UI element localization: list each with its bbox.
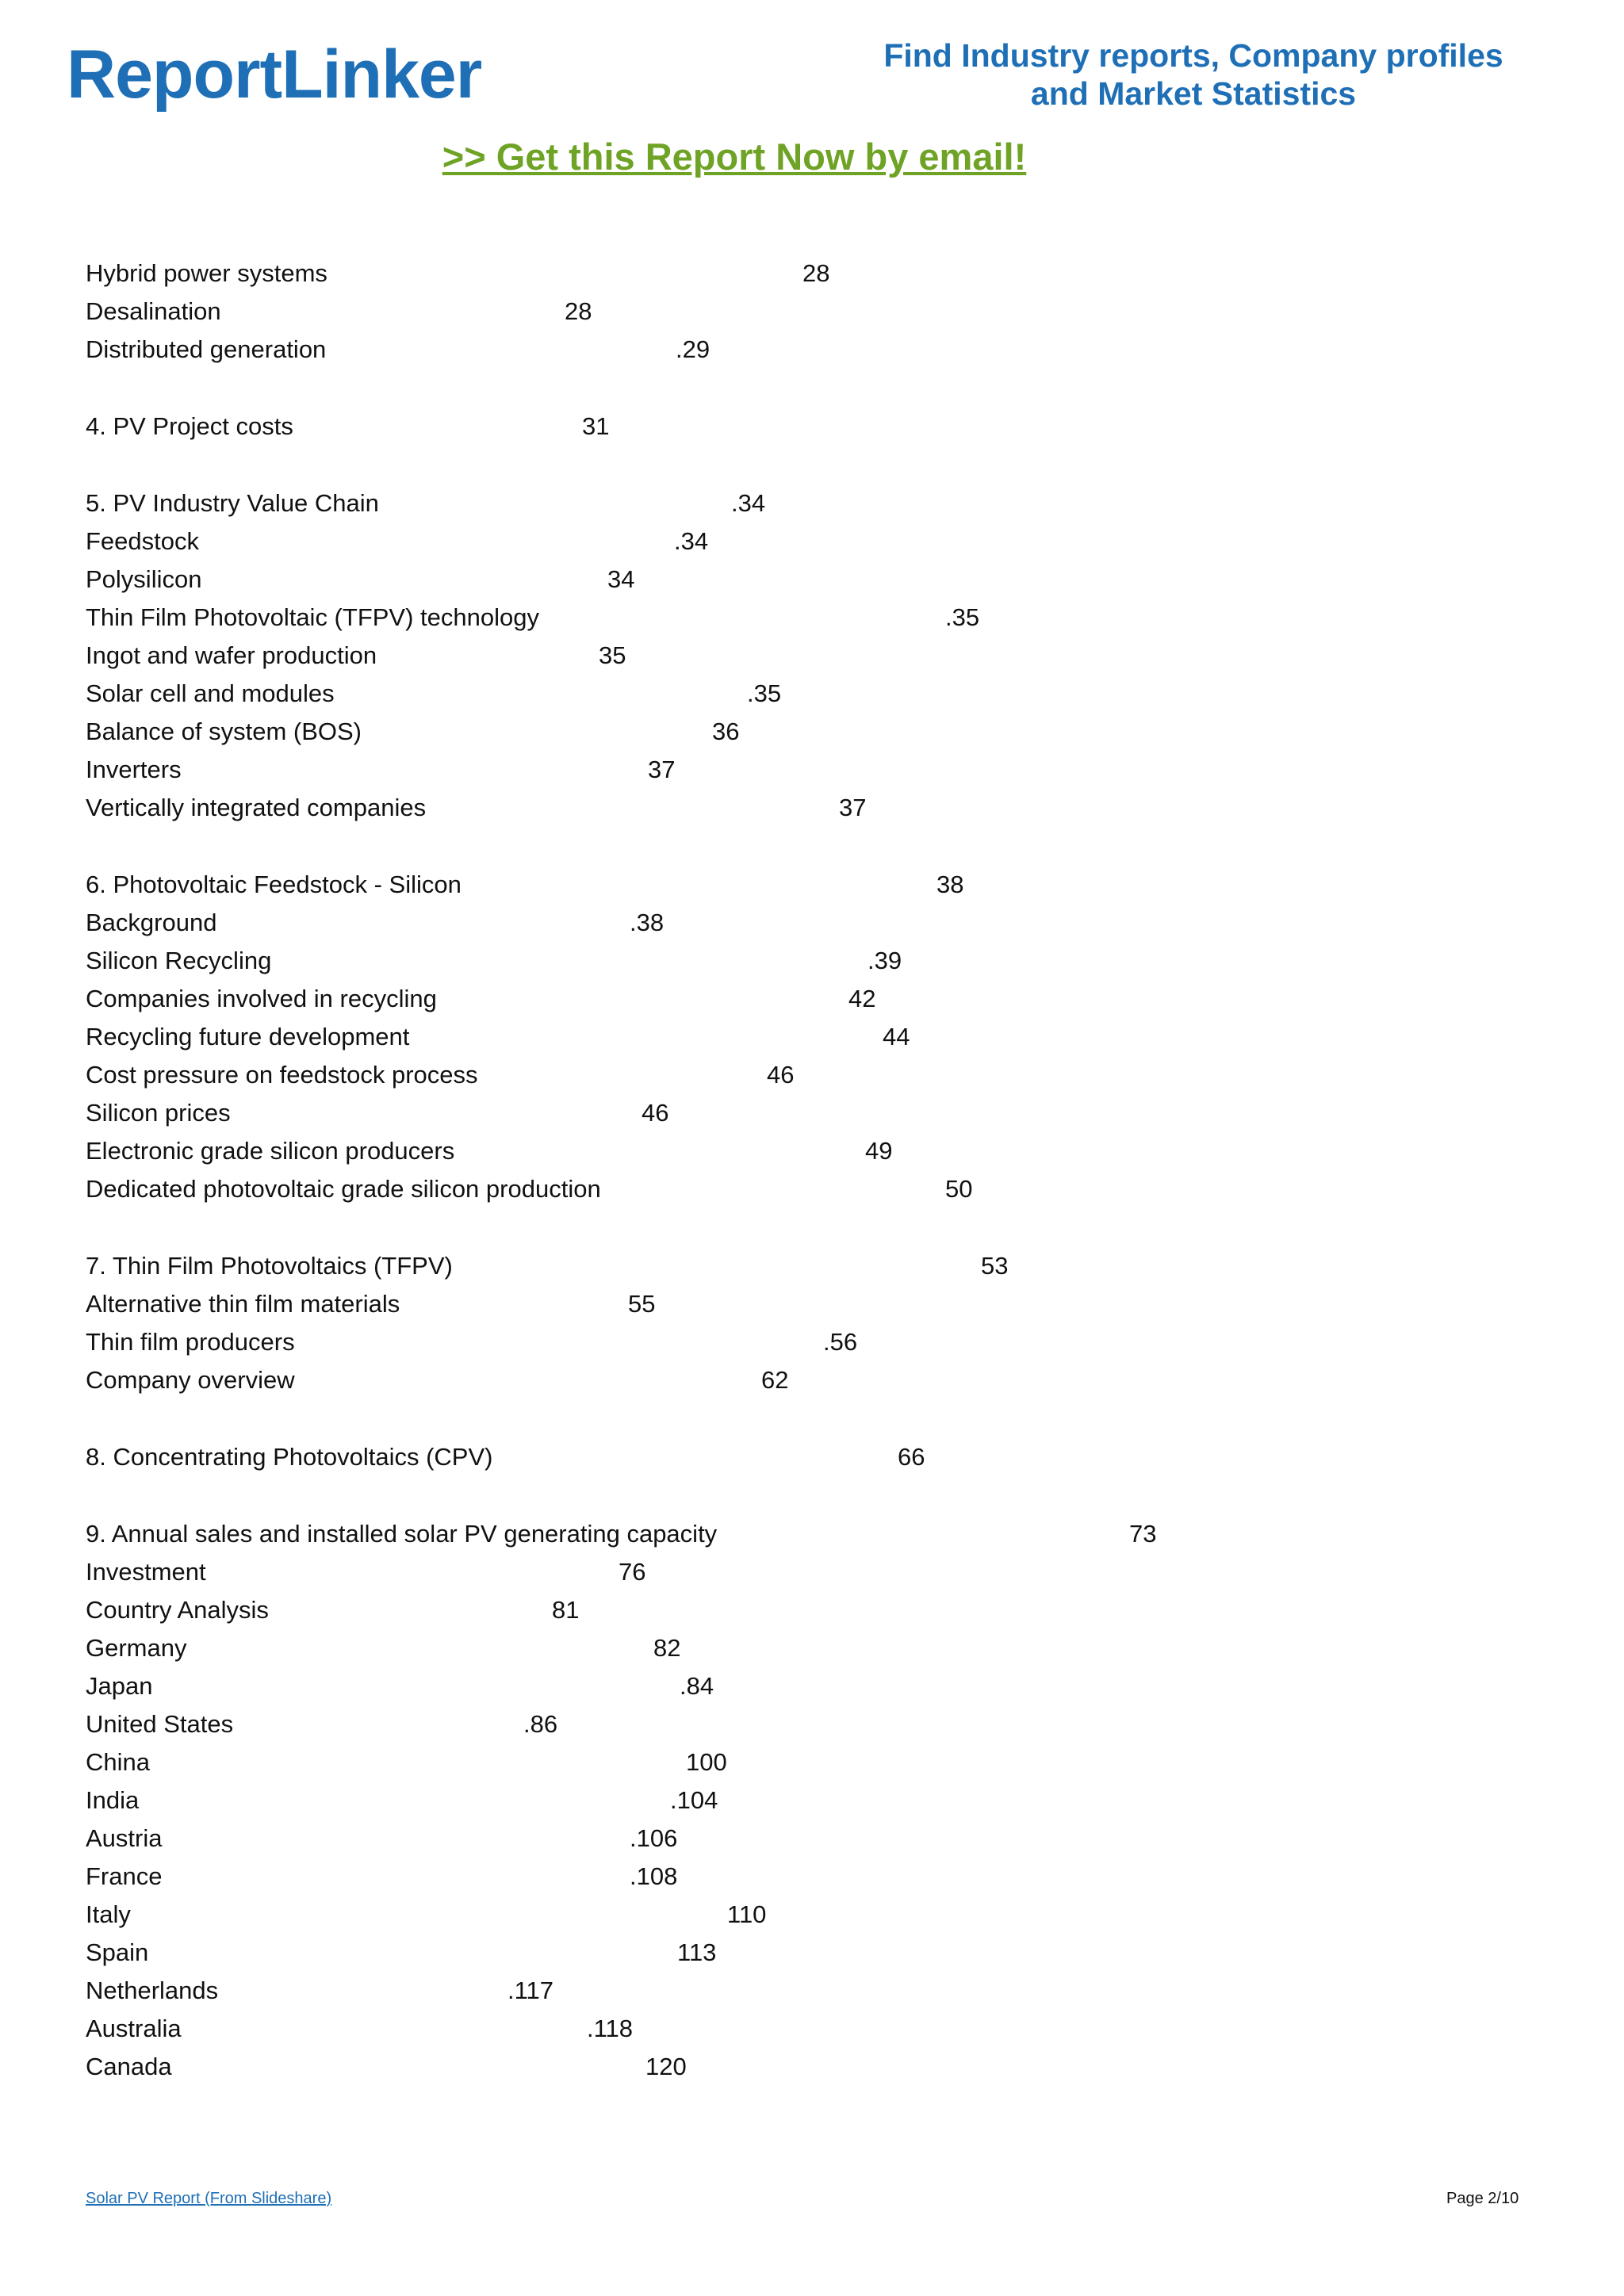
toc-entry-title: United States [86, 1710, 234, 1738]
toc-entry [86, 484, 1513, 522]
toc-entry-title: 5. PV Industry Value Chain [86, 489, 379, 517]
toc-entry [86, 1591, 1513, 1629]
toc-entry [86, 789, 1513, 827]
toc-entry [86, 713, 1513, 751]
toc-entry-page: .39 [868, 947, 902, 974]
toc-entry [86, 1629, 1513, 1667]
toc-entry [86, 2010, 1513, 2048]
toc-entry-title: Spain [86, 1938, 149, 1966]
toc-entry-title: Investment [86, 1558, 206, 1586]
toc-entry-page: 53 [981, 1252, 1009, 1280]
toc-entry [86, 1361, 1513, 1399]
toc-entry-title: Distributed generation [86, 335, 327, 363]
toc-entry-title: Silicon Recycling [86, 947, 272, 974]
toc-entry [86, 1094, 1513, 1132]
toc-entry [86, 1056, 1513, 1094]
toc-entry-page: .117 [508, 1976, 554, 2004]
toc-entry [86, 2048, 1513, 2086]
toc-entry-title: Canada [86, 2053, 172, 2080]
toc-entry-title: 6. Photovoltaic Feedstock - Silicon [86, 871, 462, 898]
toc-entry-title: Netherlands [86, 1976, 219, 2004]
toc-entry-page: 55 [628, 1290, 656, 1318]
toc-entry-page: .38 [630, 909, 665, 936]
toc-entry-title: 4. PV Project costs [86, 412, 293, 440]
toc-entry-title: Cost pressure on feedstock process [86, 1061, 478, 1089]
toc-entry-title: Electronic grade silicon producers [86, 1137, 455, 1165]
reportlinker-logo[interactable]: ReportLinker [67, 36, 482, 113]
toc-entry-page: 28 [565, 297, 592, 325]
toc-entry [86, 254, 1513, 293]
toc-entry-page: 46 [642, 1099, 669, 1127]
toc-entry-page: 76 [619, 1558, 646, 1586]
toc-entry-title: Dedicated photovoltaic grade silicon production [86, 1175, 601, 1203]
toc-entry [86, 331, 1513, 369]
toc-entry-page: 120 [645, 2053, 687, 2080]
toc-entry [86, 942, 1513, 980]
toc-entry [86, 1247, 1513, 1285]
toc-entry [86, 1438, 1513, 1476]
toc-entry [86, 1858, 1513, 1896]
toc-entry-page: 73 [1129, 1520, 1157, 1548]
toc-entry-title: China [86, 1748, 150, 1776]
toc-entry [86, 1553, 1513, 1591]
toc-entry-title: Austria [86, 1824, 163, 1852]
toc-entry-page: .86 [523, 1710, 558, 1738]
toc-entry [86, 408, 1513, 446]
toc-entry-title: Company overview [86, 1366, 295, 1394]
tagline-line-2: and Market Statistics [1030, 75, 1357, 112]
toc-entry [86, 293, 1513, 331]
toc-entry [86, 1781, 1513, 1820]
toc-entry [86, 522, 1513, 561]
toc-entry [86, 980, 1513, 1018]
toc-entry [86, 866, 1513, 904]
get-report-link[interactable]: >> Get this Report Now by email! [442, 136, 1027, 178]
toc-entry [86, 1934, 1513, 1972]
toc-entry-page: 38 [936, 871, 964, 898]
toc-entry [86, 1285, 1513, 1323]
toc-entry-page: 31 [582, 412, 610, 440]
toc-entry-title: Inverters [86, 756, 182, 783]
toc-entry-title: Italy [86, 1900, 131, 1928]
toc-entry [86, 1323, 1513, 1361]
toc-entry [86, 904, 1513, 942]
toc-entry-title: Country Analysis [86, 1596, 269, 1624]
toc-entry-page: .106 [630, 1824, 678, 1852]
toc-entry-page: 50 [945, 1175, 973, 1203]
toc-entry-title: Ingot and wafer production [86, 641, 377, 669]
toc-entry-page: 100 [686, 1748, 727, 1776]
header-tagline [856, 36, 1530, 113]
toc-entry [86, 1820, 1513, 1858]
toc-entry-page: 113 [677, 1938, 717, 1966]
toc-entry-page: 28 [802, 259, 830, 287]
toc-entry-title: Germany [86, 1634, 187, 1662]
toc-entry-title: Thin Film Photovoltaic (TFPV) technology [86, 603, 539, 631]
toc-entry-title: Companies involved in recycling [86, 985, 437, 1012]
toc-entry-page: .56 [823, 1328, 858, 1356]
toc-entry-title: Japan [86, 1672, 153, 1700]
toc-entry-page: 35 [599, 641, 626, 669]
toc-entry-page: 81 [552, 1596, 580, 1624]
toc-entry-page: 37 [839, 794, 867, 821]
toc-entry [86, 1972, 1513, 2010]
tagline-line-1: Find Industry reports, Company profiles [883, 37, 1503, 74]
toc-entry-page: 46 [767, 1061, 795, 1089]
toc-entry-title: 8. Concentrating Photovoltaics (CPV) [86, 1443, 493, 1471]
toc-entry-title: Hybrid power systems [86, 259, 327, 287]
toc-entry-title: Desalination [86, 297, 221, 325]
toc-entry-title: Polysilicon [86, 565, 202, 593]
toc-entry-page: .29 [676, 335, 710, 363]
toc-entry-page: .35 [945, 603, 980, 631]
toc-entry [86, 561, 1513, 599]
toc-entry-page: .35 [747, 679, 782, 707]
toc-entry-title: Recycling future development [86, 1023, 410, 1050]
toc-entry [86, 1705, 1513, 1743]
toc-entry-title: France [86, 1862, 163, 1890]
toc-entry-title: Solar cell and modules [86, 679, 335, 707]
toc-entry-page: .34 [674, 527, 709, 555]
toc-entry-page: 49 [865, 1137, 893, 1165]
toc-entry-page: 37 [648, 756, 676, 783]
toc-entry-page: 34 [607, 565, 635, 593]
toc-entry-page: 62 [761, 1366, 789, 1394]
toc-entry-title: Background [86, 909, 217, 936]
toc-entry-page: 66 [898, 1443, 925, 1471]
toc-entry-title: Vertically integrated companies [86, 794, 427, 821]
toc-entry [86, 675, 1513, 713]
toc-entry-page: .104 [670, 1786, 718, 1814]
toc-entry-page: 36 [712, 718, 740, 745]
toc-entry-page: .84 [680, 1672, 714, 1700]
toc-entry [86, 1170, 1513, 1208]
toc-entry-title: 7. Thin Film Photovoltaics (TFPV) [86, 1252, 453, 1280]
toc-entry-page: 42 [848, 985, 876, 1012]
toc-entry [86, 1018, 1513, 1056]
toc-entry-page: .34 [731, 489, 766, 517]
toc-entry-title: 9. Annual sales and installed solar PV generating capacity [86, 1520, 718, 1548]
toc-entry-title: Feedstock [86, 527, 200, 555]
toc-entry [86, 1896, 1513, 1934]
toc-entry-title: Alternative thin film materials [86, 1290, 400, 1318]
toc-entry-title: Silicon prices [86, 1099, 231, 1127]
toc-entry-page: .108 [630, 1862, 678, 1890]
toc-entry-title: India [86, 1786, 140, 1814]
toc-entry-title: Thin film producers [86, 1328, 295, 1356]
toc-entry-page: 110 [727, 1900, 767, 1928]
toc-entry-title: Balance of system (BOS) [86, 718, 362, 745]
toc-entry [86, 1743, 1513, 1781]
toc-entry [86, 599, 1513, 637]
toc-entry [86, 637, 1513, 675]
toc-entry-page: .118 [587, 2015, 634, 2042]
toc-entry [86, 1515, 1513, 1553]
footer-source-link[interactable]: Solar PV Report (From Slideshare) [86, 2190, 332, 2207]
toc-entry [86, 1132, 1513, 1170]
footer-page-number: Page 2/10 [1446, 2190, 1519, 2207]
toc-entry [86, 1667, 1513, 1705]
toc-entry [86, 751, 1513, 789]
toc-entry-page: 44 [883, 1023, 910, 1050]
toc-entry-page: 82 [653, 1634, 681, 1662]
toc-entry-title: Australia [86, 2015, 182, 2042]
